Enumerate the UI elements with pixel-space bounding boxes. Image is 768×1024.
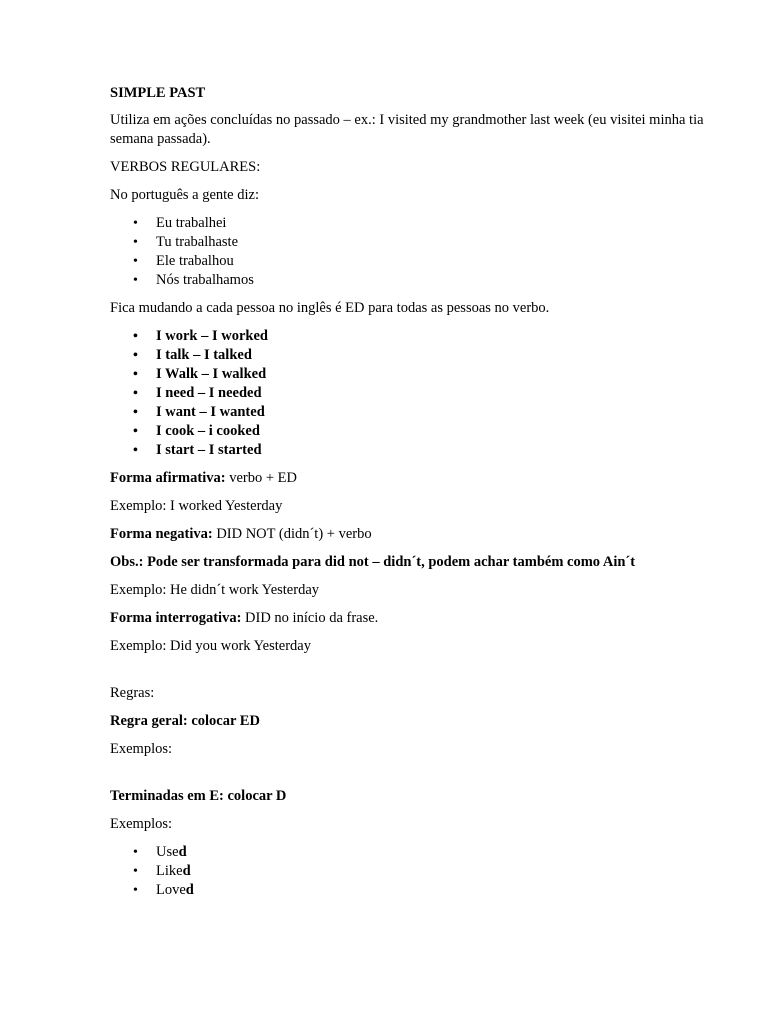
rules-heading: Regras:	[110, 685, 155, 701]
list-item: • I need – I needed	[133, 385, 262, 401]
change-note: Fica mudando a cada pessoa no inglês é ED para todas as pessoas no verbo.	[110, 300, 550, 316]
list-item: • Liked	[133, 863, 191, 879]
bullet-icon: •	[133, 845, 138, 860]
negative-label: Forma negativa:	[110, 526, 213, 542]
bullet-icon: •	[133, 273, 138, 288]
e-ending-rule: Terminadas em E: colocar D	[110, 788, 287, 804]
bullet-icon: •	[133, 329, 138, 344]
bullet-icon: •	[133, 254, 138, 269]
interrogative-example: Exemplo: Did you work Yesterday	[110, 638, 311, 654]
e-examples-list	[110, 843, 735, 900]
affirmative-text: verbo + ED	[225, 470, 297, 486]
negative-form	[110, 525, 735, 544]
intro-paragraph: Utiliza em ações concluídas no passado – ex.: I visited my grandmother last week (eu visitei minha tia semana passada).	[110, 112, 704, 147]
bullet-icon: •	[133, 235, 138, 250]
list-item: • Ele trabalhou	[133, 253, 234, 269]
affirmative-form	[110, 469, 735, 488]
obs-note: Obs.: Pode ser transformada para did not – didn´t, podem achar também como Ain´t	[110, 554, 636, 570]
spacer	[110, 768, 735, 787]
portuguese-list	[110, 214, 735, 290]
bullet-icon: •	[133, 386, 138, 401]
bullet-icon: •	[133, 443, 138, 458]
english-verb-list	[110, 327, 735, 460]
affirmative-example: Exemplo: I worked Yesterday	[110, 498, 283, 514]
regular-verbs-heading: VERBOS REGULARES:	[110, 159, 261, 175]
bullet-icon: •	[133, 348, 138, 363]
bullet-icon: •	[133, 424, 138, 439]
list-item: • I talk – I talked	[133, 347, 252, 363]
list-item: • I Walk – I walked	[133, 366, 267, 382]
list-item: • Eu trabalhei	[133, 215, 227, 231]
bullet-icon: •	[133, 367, 138, 382]
spacer	[110, 665, 735, 684]
document-page	[110, 84, 735, 909]
negative-example: Exemplo: He didn´t work Yesterday	[110, 582, 320, 598]
list-item: • I cook – i cooked	[133, 423, 260, 439]
negative-text: DID NOT (didn´t) + verbo	[212, 526, 372, 542]
list-item: • Used	[133, 844, 187, 860]
portuguese-intro: No português a gente diz:	[110, 187, 259, 203]
interrogative-label: Forma interrogativa:	[110, 610, 242, 626]
list-item: • I start – I started	[133, 442, 262, 458]
interrogative-text: DID no início da frase.	[241, 610, 379, 626]
list-item: • Loved	[133, 882, 194, 898]
list-item: • I want – I wanted	[133, 404, 265, 420]
bullet-icon: •	[133, 405, 138, 420]
list-item: • Nós trabalhamos	[133, 272, 254, 288]
list-item: • Tu trabalhaste	[133, 234, 239, 250]
bullet-icon: •	[133, 883, 138, 898]
general-rule: Regra geral: colocar ED	[110, 713, 260, 729]
bullet-icon: •	[133, 216, 138, 231]
examples-label: Exemplos:	[110, 741, 173, 757]
page-title: SIMPLE PAST	[110, 85, 206, 101]
bullet-icon: •	[133, 864, 138, 879]
interrogative-form	[110, 609, 735, 628]
affirmative-label: Forma afirmativa:	[110, 470, 226, 486]
list-item: • I work – I worked	[133, 328, 268, 344]
examples-label: Exemplos:	[110, 816, 173, 832]
